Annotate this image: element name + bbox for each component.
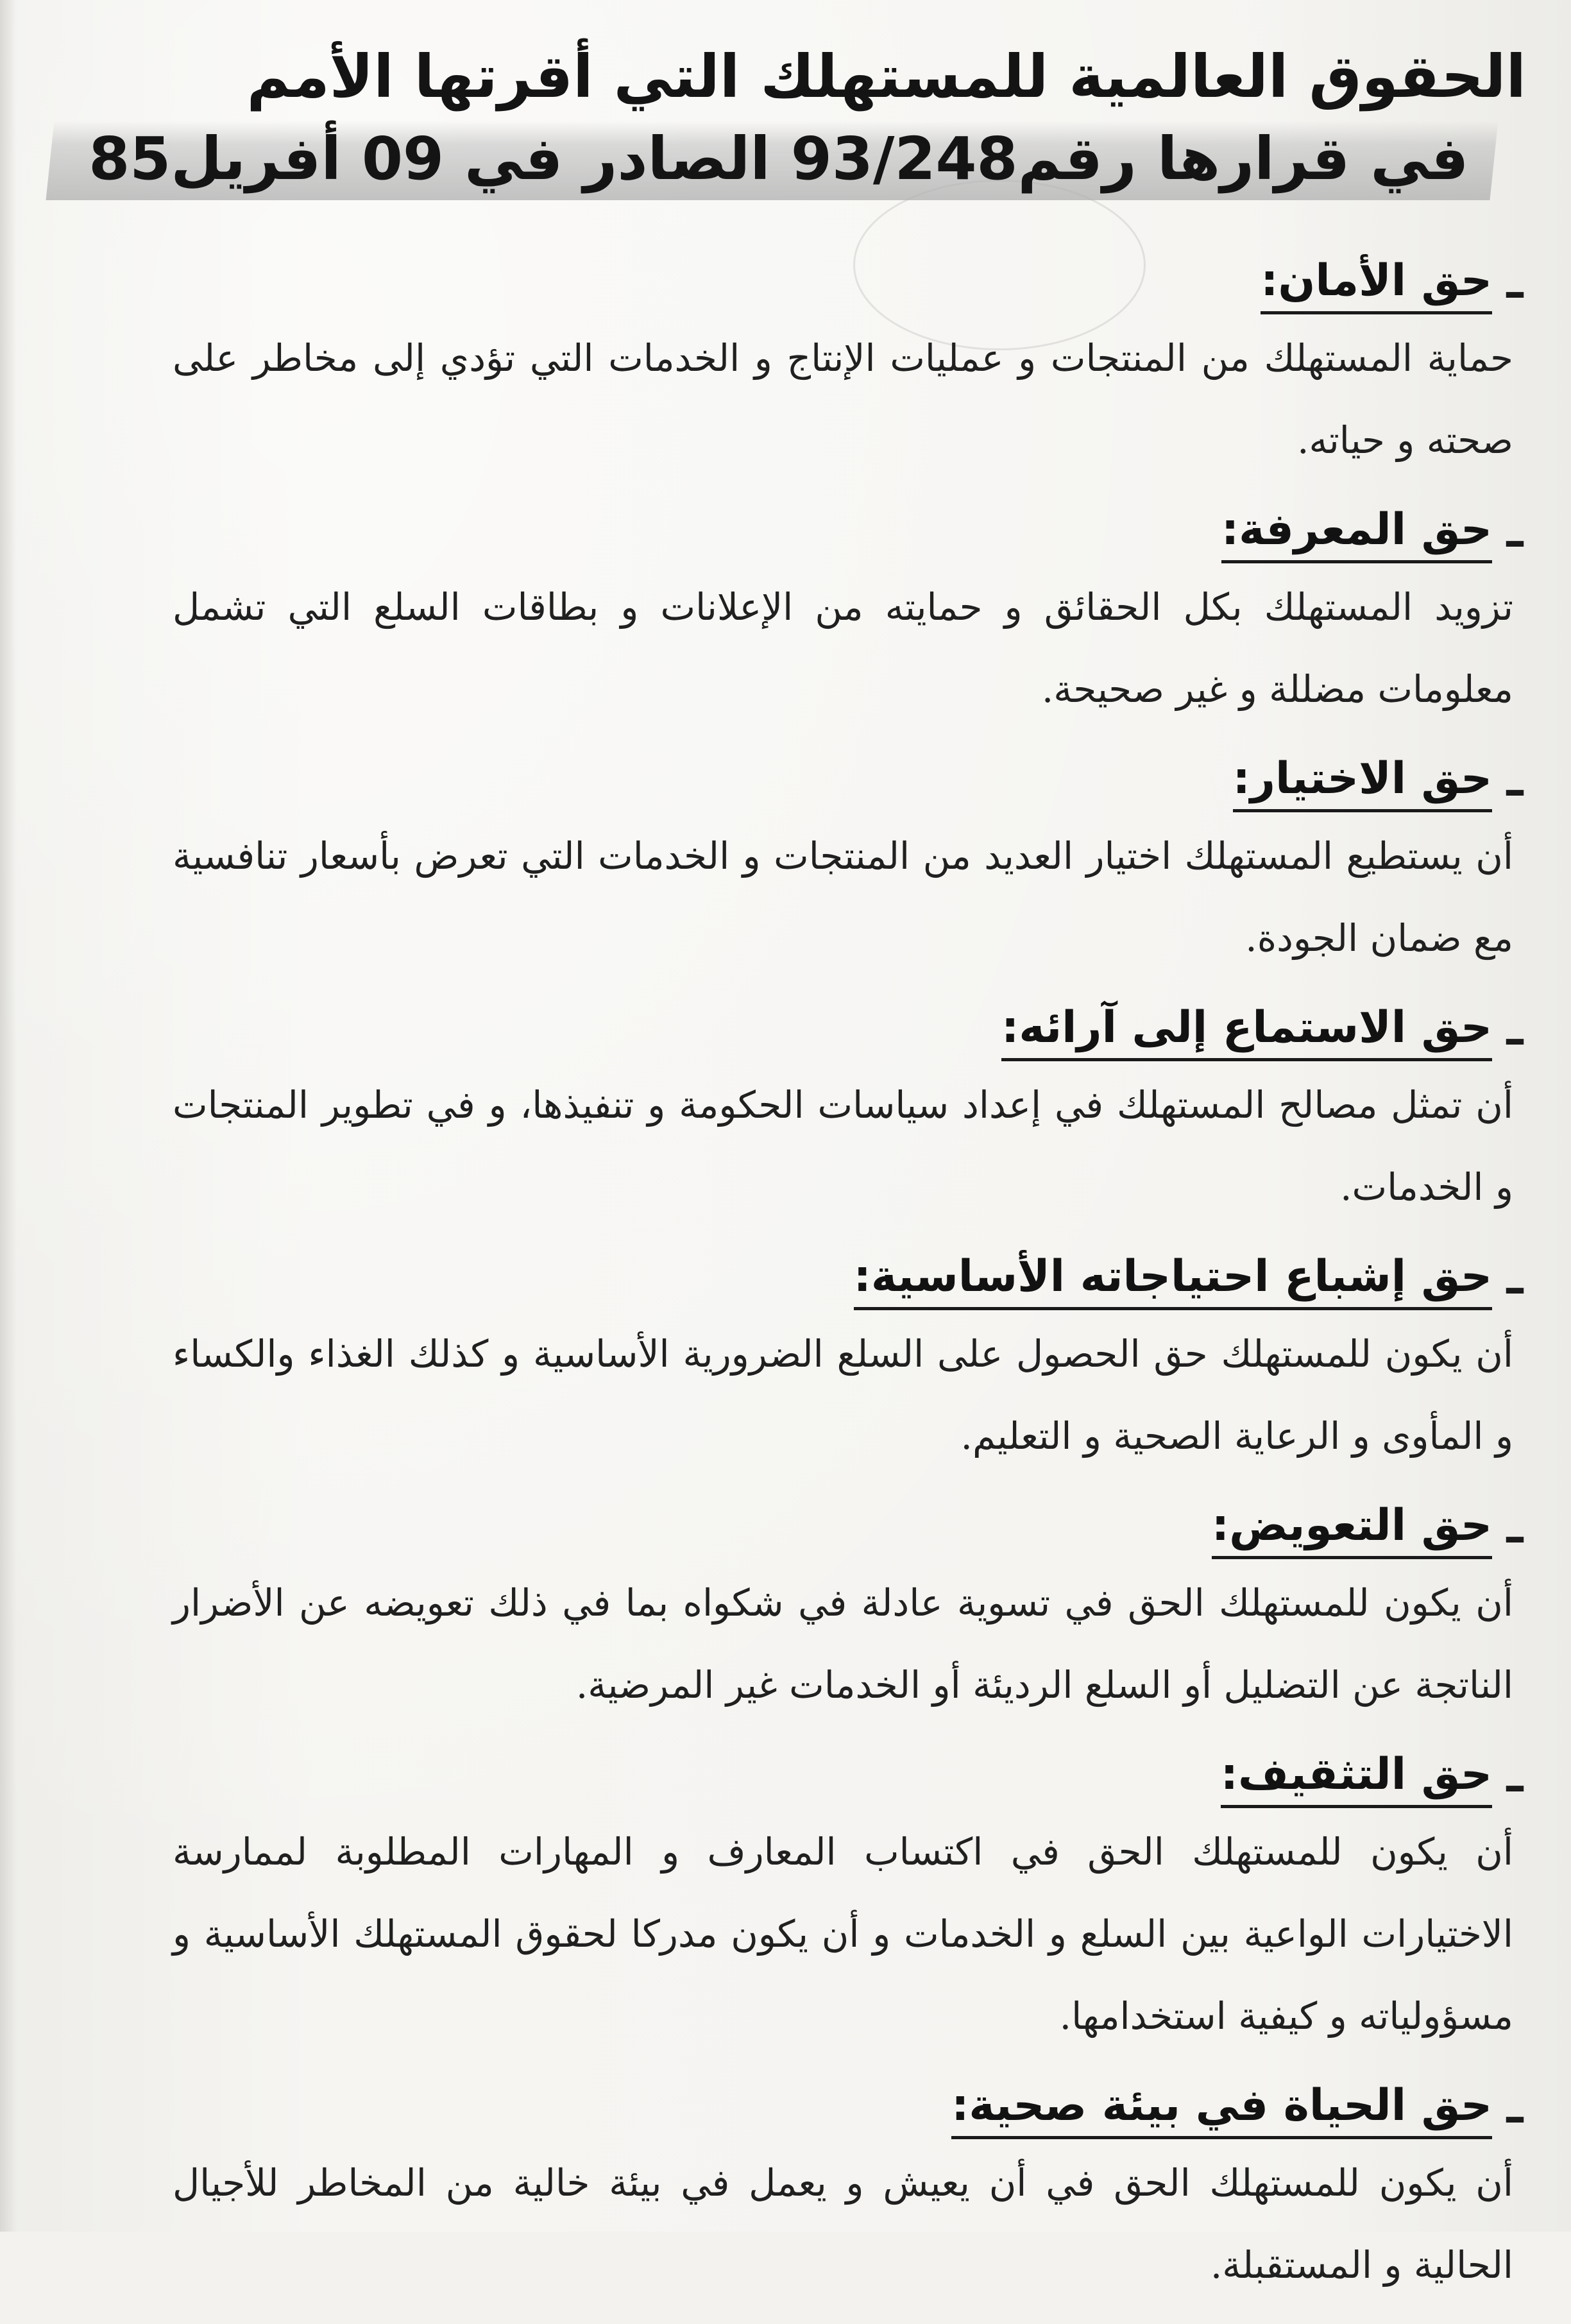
section-right-to-be-heard — [173, 997, 1526, 1228]
section-heading: حق الأمان: — [1261, 252, 1492, 314]
bullet-dash: – — [1504, 515, 1526, 567]
title-line-2-highlighted — [46, 121, 1498, 200]
section-heading: حق الاختيار: — [1233, 750, 1492, 812]
section-heading: حق التعويض: — [1212, 1497, 1492, 1559]
section-right-to-education — [173, 1744, 1526, 2057]
section-body: أن يكون للمستهلك الحق في اكتساب المعارف و المهارات المطلوبة لممارسة الاختيارات الواعية بين السلع و الخدمات و أن يكون مدركا لحقوق المستهلك الأساسية و مسؤولياته و كيفية استخدامها. — [173, 1830, 1513, 2038]
section-heading: حق الحياة في بيئة صحية: — [951, 2077, 1492, 2139]
section-right-to-safety — [173, 250, 1526, 481]
section-heading-row — [173, 1495, 1526, 1563]
bullet-dash: – — [1504, 764, 1526, 816]
bullet-dash: – — [1504, 1261, 1526, 1314]
section-right-to-basic-needs — [173, 1246, 1526, 1477]
section-body: أن يكون للمستهلك حق الحصول على السلع الضرورية الأساسية و كذلك الغذاء والكساء و المأوى و الرعاية الصحية و التعليم. — [173, 1332, 1513, 1458]
section-heading: حق المعرفة: — [1221, 501, 1492, 563]
section-body: أن يستطيع المستهلك اختيار العديد من المنتجات و الخدمات التي تعرض بأسعار تنافسية مع ضمان الجودة. — [173, 834, 1513, 960]
section-right-to-choose — [173, 748, 1526, 979]
section-heading-row — [173, 997, 1526, 1065]
section-right-to-information — [173, 499, 1526, 730]
bullet-dash: – — [1504, 2090, 1526, 2143]
section-heading-row — [173, 1246, 1526, 1314]
section-heading-row — [173, 250, 1526, 318]
section-body: أن يكون للمستهلك الحق في أن يعيش و يعمل في بيئة خالية من المخاطر للأجيال الحالية و المستقبلة. — [173, 2161, 1513, 2287]
section-body: أن يكون للمستهلك الحق في تسوية عادلة في شكواه بما في ذلك تعويضه عن الأضرار الناتجة عن التضليل أو السلع الرديئة أو الخدمات غير المرضية. — [173, 1581, 1513, 1707]
section-heading: حق الاستماع إلى آرائه: — [1001, 999, 1492, 1061]
title-line-1: الحقوق العالمية للمستهلك التي أقرتها الأمم — [246, 42, 1526, 111]
bullet-dash: – — [1504, 1012, 1526, 1065]
section-heading: حق التثقيف: — [1221, 1746, 1492, 1808]
section-body: تزويد المستهلك بكل الحقائق و حمايته من الإعلانات و بطاقات السلع التي تشمل معلومات مضللة و غير صحيحة. — [173, 585, 1513, 711]
section-body: حماية المستهلك من المنتجات و عمليات الإنتاج و الخدمات التي تؤدي إلى مخاطر على صحته و حياته. — [173, 336, 1513, 462]
scan-edge-shadow — [0, 0, 17, 2232]
rights-list — [173, 250, 1526, 2324]
section-body: أن تمثل مصالح المستهلك في إعداد سياسات الحكومة و تنفيذها، و في تطوير المنتجات و الخدمات. — [173, 1083, 1513, 1209]
section-heading-row — [173, 748, 1526, 816]
bullet-dash: – — [1504, 1510, 1526, 1563]
section-right-to-healthy-environment — [173, 2075, 1526, 2306]
bullet-dash: – — [1504, 1759, 1526, 1812]
section-heading: حق إشباع احتياجاته الأساسية: — [854, 1248, 1492, 1310]
title-line-2-text: في قرارها رقم93/248 الصادر في 09 أفريل85 — [88, 124, 1469, 193]
section-right-to-redress — [173, 1495, 1526, 1726]
bullet-dash: – — [1504, 266, 1526, 318]
section-heading-row — [173, 499, 1526, 567]
section-heading-row — [173, 1744, 1526, 1812]
section-heading-row — [173, 2075, 1526, 2143]
document-title — [88, 38, 1526, 200]
